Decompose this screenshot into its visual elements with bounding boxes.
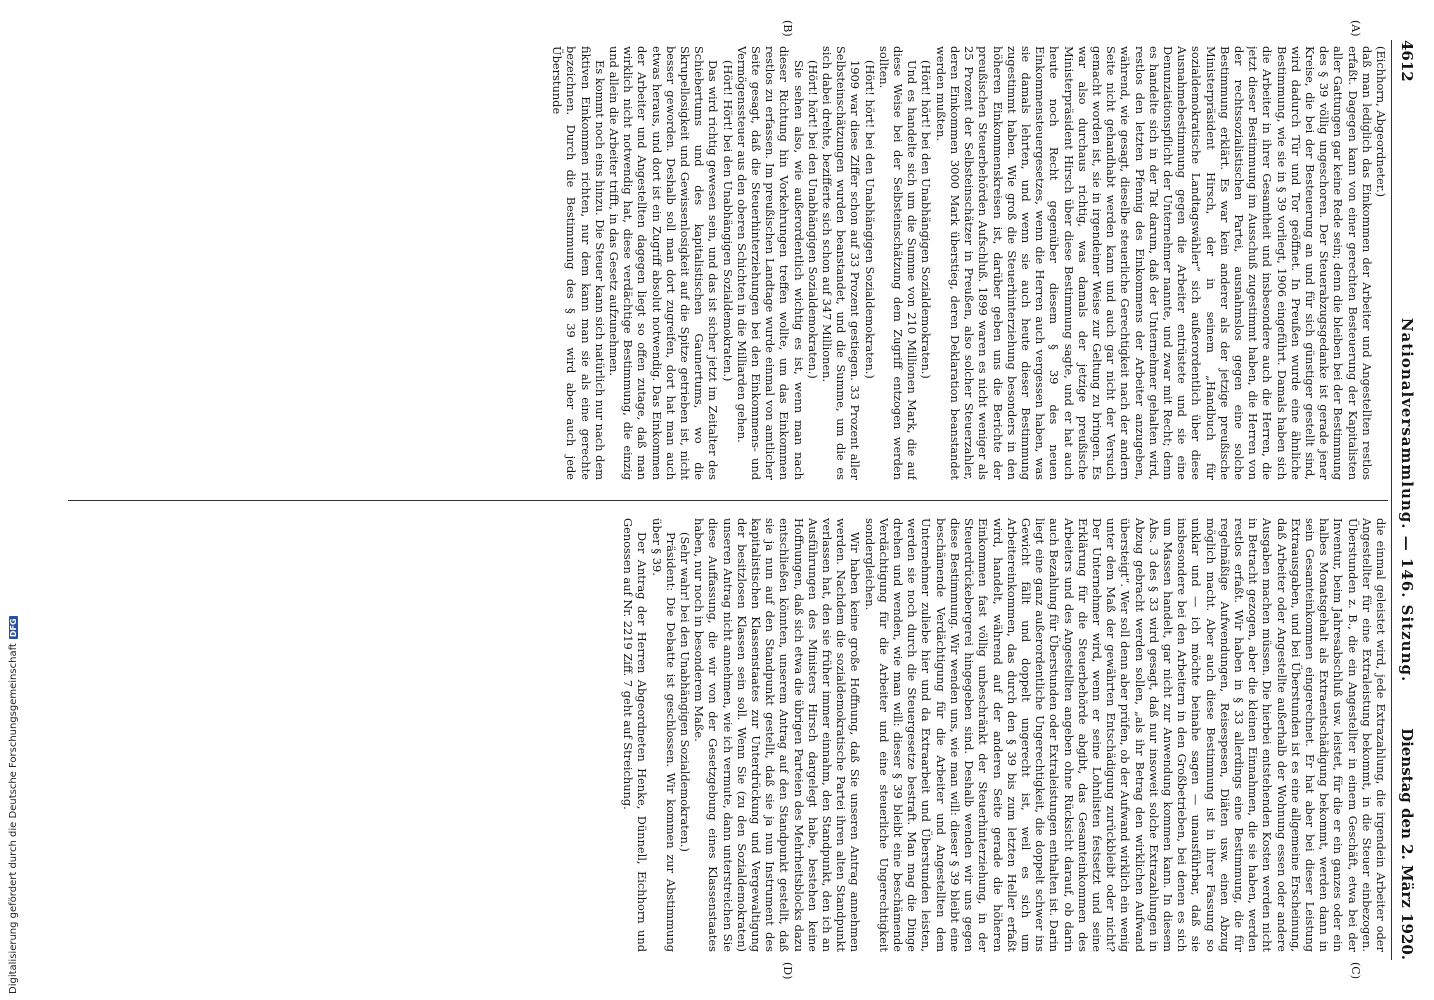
margin-mark-c: (C) bbox=[1349, 962, 1362, 979]
interjection: (Hört! Hört! bei den Unabhängigen Sozialdemokraten.) bbox=[720, 60, 735, 382]
credit-text: Digitalisierung gefördert durch die Deutsche Forschungsgemeinschaft bbox=[8, 643, 19, 994]
paragraph: Wir haben keine große Hoffnung, daß Sie unseren Antrag annehmen werden. Nachdem die sozialdemokratische Partei ihren alten Standpunkt verlassen hat, den sie früher immer einnahm, den Standpunkt, den ich an Ausführungen des Ministers Hirsch dargelegt habe, bestehen keine Hoffnungen, daß sich etwa die übrigen Parteien des Mehrheitsblocks dazu entschließen könnten, unserem Antrag auf den Standpunkt gestellt, daß sie ja nun auf den Standpunkt gestellt, daß sie ja nun Instrument des kapitalistischen Klassenstaates zur Unterdrückung und Vergewaltigung der besitzlosen Klassen sein soll. Wenn Sie (zu den Sozialdemokraten) unseren Antrag nicht annehmen, wie ich vermute, dann unterstreichen Sie diese Auffassung, die wir von der Gesetzgebung eines Klassenstaates haben, nur noch in besonderem Maße. bbox=[692, 518, 863, 952]
dfg-logo: DFG bbox=[9, 618, 18, 638]
header-rule bbox=[1391, 40, 1392, 960]
speaker-line: (Eichhorn, Abgeordneter.) bbox=[1374, 46, 1388, 198]
interjection: (Hört! hört! bei den Unabhängigen Sozialdemokraten.) bbox=[805, 60, 820, 379]
left-text-column bbox=[58, 46, 1388, 480]
paragraph: Sie sehen also, wie außerordentlich wichtig es ist, wenn man nach dieser Richtung hin Vorkehrungen treffen wollte, um das Einkommen restlos zu erfassen. Im preußischen Landtage wurde einmal von amtlicher Seite gesagt, daß die Steuerhinterziehungen bei den Einkommens- und Vermögenssteuer aus den oberen Schichten in die Milliarden gehen. bbox=[734, 46, 806, 480]
scanned-page bbox=[44, 0, 1434, 1000]
paragraph: Es kommt noch eins hinzu. Die Steuer kann sich natürlich nur nach dem fiktiven Einkommen richten, nur dem kann man sie als eine gerechte bezeichnen. Durch die Bestimmung des § 39 wird aber auch jede Überstunde bbox=[550, 46, 607, 480]
paragraph: daß man lediglich das Einkommen der Arbeiter und Angestellten restlos erfaßt. Dagegen kann von einer gerechten Besteuerung der Kapitalisten aller Gattungen gar keine Rede sein; denn die bleiben bei der Bestimmung des § 39 völlig ungeschoren. Der Steuerabzugsgedanke ist gerade jener Kreise, die bei der Besteuerung an und für sich günstiger gestellt sind, wird dadurch Tür und Tor geöffnet. In Preußen wurde eine ähnliche Bestimmung, wie sie in § 39 vorliegt, 1906 eingeführt. Damals haben sich die Arbeiter in ihrer Gesamtheit und insbesondere auch die Herren, die jetzt dieser Bestimmung im Ausschuß zugestimmt haben, die Herren von der rechtssozialistischen Partei, ausnahmslos gegen eine solche Bestimmung erklärt. Es war kein anderer als der jetzige preußische Ministerpräsident Hirsch, der in seinem „Handbuch für sozialdemokratische Landtagswähler“ sich außerordentlich über diese Ausnahmebestimmung gegen die Arbeiter entrüstete und sie eine Denunziationspflicht der Unternehmer nannte, und zwar mit Recht; denn es handelte sich in der Tat darum, daß der Unternehmer gehalten wird, restlos den letzten Pfennig des Einkommens der Arbeiter anzugeben, während, wie gesagt, dieselbe steuerliche Gerechtigkeit nach der andern Seite nicht gehandhabt werden kann und auch gar nicht der Versuch gemacht worden ist, sie in irgendeiner Weise zur Geltung zu bringen. Es war also durchaus richtig, was damals der jetzige preußische Ministerpräsident Hirsch über diese Bestimmung sagte, und er hat auch heute noch Recht gegenüber diesem § 39 des neuen Einkommensteuergesetzes, wenn die Herren auch vergessen haben, was sie damals lehrten, und wenn sie auch heute dieser Bestimmung zugestimmt haben. Wie groß die Steuerhinterziehung besonders in den höheren Einkommenskreisen ist, darüber geben uns die Berichte der preußischen Steuerbehörden Aufschluß. 1899 waren es nicht weniger als 25 Prozent der Selbsteinschätzer in Preußen, also solcher Steuerzahler, deren Einkommen 3000 Mark überstieg, deren Deklaration beanstandet werden mußten. bbox=[933, 46, 1374, 480]
margin-mark-b: (B) bbox=[781, 20, 794, 37]
right-text-column bbox=[58, 518, 1388, 952]
paragraph: die einmal geleistet wird, jede Extrazahlung, die irgendein Arbeiter oder Angestellter für eine Extraleistung bekommt, in die Steuer einbezogen. Überstunden z. B., die ein Angestellter in einem Geschäft, etwa bei der Inventur, beim Jahresabschluß usw. leistet, für die er ein ganzes oder ein halbes Monatsgehalt als Extraentschädigung bekommt, werden dann in sein Gesamteinkommen eingerechnet. Er hat aber bei dieser Leistung Extraausgaben, und bei Überstunden ist es eine allgemeine Erscheinung, daß Arbeiter oder Angestellte außerhalb der Wohnung essen oder andere Ausgaben machen müssen. Die hierbei entstehenden Kosten werden nicht in Betracht gezogen, aber die kleinen Einnahmen, die sie haben, werden restlos erfaßt. Wir haben in § 33 allerdings eine Bestimmung, die für regelmäßige Aufwendungen, Reisespesen, Diäten usw. einen Abzug möglich macht. Aber auch diese Bestimmung ist in ihrer Fassung so unklar und — ich möchte beinahe sagen — unausführbar, daß sie insbesondere bei den Arbeitern in den Großbetrieben, bei denen es sich um Massen handelt, gar nicht zur Anwendung kommen kann. In diesem Abs. 3 des § 33 wird gesagt, daß nur insoweit solche Extrazahlungen in Abzug gebracht werden sollen, „als ihr Betrag den wirklichen Aufwand übersteigt“. Wer soll denn aber prüfen, ob der Aufwand wirklich ein wenig unter dem Maß der gewährten Entschädigung zurückbleibt oder nicht? Der Unternehmer wird, wenn er seine Lohnlisten festsetzt und seine Erklärung für die Steuerbehörde abgibt, das Gesamteinkommen des Arbeiters und des Angestellten angeben ohne Rücksicht darauf, ob darin auch Bezahlung für Überstunden oder Extraleistungen enthalten ist. Darin liegt eine ganz außerordentliche Ungerechtigkeit, die doppelt schwer ins Gewicht fällt und doppelt ungerecht ist, weil es sich um Arbeitereinkommen, das durch den § 39 bis zum letzten Heller erfaßt wird, handelt, während auf der anderen Seite gerade die höheren Einkommen fast völlig unbeschränkt der Steuerhinterziehung, in der Steuerdrückebergerei hingegeben sind. Deshalb wenden wir uns gegen diese Bestimmung. Wir wenden uns, wie man will: dieser § 39 bleibt eine beschämende Verdächtigung für die Arbeiter und Angestellten dem Unternehmer zuliebe hier und da Extraarbeit und Überstunden leisten, werden sie noch durch die Steuergesetze bestraft. Man mag die Dinge drehen und wenden, wie man will: dieser § 39 bleibt eine beschämende Verdächtigung für die Arbeiter und eine steuerliche Ungerechtigkeit sondergleichen. bbox=[862, 518, 1388, 952]
interjection: (Sehr wahr! bei den Unabhängigen Sozialdemokraten.) bbox=[678, 532, 693, 852]
paragraph: 1909 war diese Ziffer schon auf 33 Prozent gestiegen. 33 Prozent aller Selbsteinschätzungen wurden beanstandet, und die Summe, um die es sich dabei drehte, bezifferte sich schon auf 347 Millionen. bbox=[820, 46, 863, 480]
digitization-credit bbox=[0, 0, 19, 1000]
margin-mark-d: (D) bbox=[781, 962, 794, 980]
session-title: Nationalversammlung. — 146. Sitzung. bbox=[1398, 317, 1416, 683]
column-divider bbox=[68, 500, 1388, 501]
interjection: (Hört! hört! bei den Unabhängigen Sozialdemokraten.) bbox=[862, 60, 877, 379]
paragraph: Das wird richtig gewesen sein, und das ist sicher jetzt im Zeitalter des Schiebertums und des kapitalistischen Gaunertums, wo die Skrupellosigkeit und Gewissenlosigkeit auf die Spitze getrieben ist, nicht besser geworden. Deshalb soll man dort zugreifen, dort hat man auch etwas heraus, und dort ist ein Zugriff absolut notwendig. Das Einkommen der Arbeiter und Angestellten dagegen liegt so offen zutage, daß man wirklich nicht notwendig hat, diese verdächtige Bestimmung, die einzig und allein die Arbeiter trifft, in das Gesetz aufzunehmen. bbox=[607, 46, 721, 480]
page-number: 4612 bbox=[1398, 40, 1416, 82]
page-header bbox=[1392, 40, 1420, 960]
paragraph: Der Antrag der Herren Abgeordneten Henke, Dünnell, Eichhorn und Genossen auf Nr. 2219 Ziff. 7 geht auf Streichung. bbox=[621, 518, 650, 952]
interjection: (Hört! hört! bei den Unabhängigen Sozialdemokraten.) bbox=[919, 60, 934, 379]
session-date: Dienstag den 2. März 1920. bbox=[1398, 728, 1416, 960]
paragraph: Und es handelte sich um die Summe von 210 Millionen Mark, die auf diese Weise bei der Selbsteinschätzung dem Zugriff entzogen werden sollten. bbox=[876, 46, 920, 480]
margin-mark-a: (A) bbox=[1349, 20, 1362, 37]
president-statement: Präsident: Die Debatte ist geschlossen. Wir kommen zur Abstimmung über § 39. bbox=[649, 518, 678, 952]
